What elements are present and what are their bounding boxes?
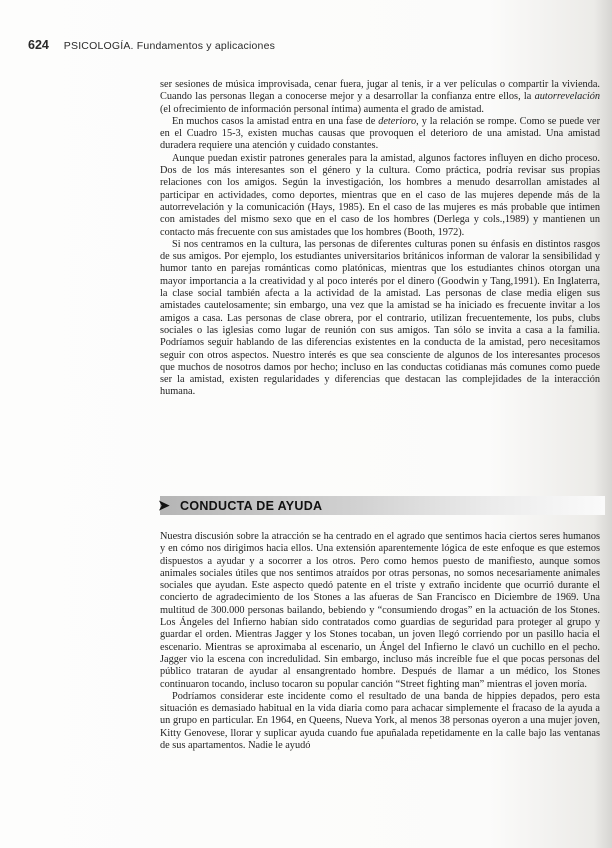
paragraph-helping-intro: Nuestra discusión sobre la atracción se ha centrado en el agrado que sentimos hacia ciertos seres humanos y en cómo nos dirigimos hacia ellos. Una extensión aparentemente lógica de este enfoque es que estemos dispuestos a ayudar y a socorrer a los otros. Pero como hemos puesto de manifiesto, aunque somos animales sociales útiles que nos sentimos atraídos por otras personas, no somos necesariamente animales sociales que ayudan. Este aspecto quedó patente en el triste y extraño incidente que ocurrió durante el concierto de agradecimiento de los Stones a las afueras de San Francisco en Diciembre de 1969. Una multitud de 300.000 personas bailando, bebiendo y “consumiendo drogas” en la actuación de los Stones. Los Ángeles del Infierno habían sido contratados como guardias de seguridad para proteger al grupo y guardar el orden. Mientras Jagger y los Stones tocaban, un joven llegó corriendo por un pasillo hacia el escenario. Mientras se aproximaba al escenario, un Ángel del Infierno le clavó un cuchillo en el pecho. Jagger vio la escena con incredulidad. Sin embargo, incluso más increíble fue el que pocas personas del público trataran de ayudar al ensangrentado hombre. Después de llamar a un médico, los Stones continuaron tocando, incluso tocaron su popular canción “Street fighting man” mientras el joven moría. [160,531,600,690]
paragraph-culture-differences: Si nos centramos en la cultura, las personas de diferentes culturas ponen su énfasis en distintos rasgos de sus amigos. Por ejemplo, los estudiantes universitarios británicos informan de valorar la sensibilidad y humor tanto en parejas románticas como platónicas, mientras que los estudiantes chinos otorgan una mayor importancia a la creatividad y al poco interés por el dinero (Goodwin y Tang,1991). En Inglaterra, la clase social también afecta a la actividad de la amistad. Las personas de clase media eligen sus amistades cautelosamente; sin embargo, una vez que la amistad se ha iniciado es frecuente invitar a los amigos a casa. Las personas de clase obrera, por el contrario, utilizan frecuentemente, los pubs, clubs sociales o las iglesias como lugar de reunión con sus amigos. Tan sólo se invita a casa a la familia. Podríamos seguir hablando de las diferencias existentes en la conducta de la amistad, pero necesitamos seguir con otros aspectos. Nuestro interés es que sea consciente de algunos de los interesantes procesos que muchos de nosotros damos por hecho; incluso en las conductas cotidianas más comunes como puede ser la amistad, existen regularidades y diferencias que destacan las complejidades de la interacción humana. [160,238,600,398]
friendship-text-block [160,79,600,399]
term-deterioro: deterioro [378,115,417,127]
paragraph-friendship-deterioration: En muchos casos la amistad entra en una fase de deterioro, y la relación se rompe. Como se puede ver en el Cuadro 15-3, existen muchas causas que provoquen el deterioro de una amistad. Una amistad duradera requiere una atención y cuidado constantes. [160,115,600,152]
section-arrow-icon: ➤ [158,497,170,513]
running-title: PSICOLOGÍA. Fundamentos y aplicaciones [63,40,276,52]
paragraph-kitty-genovese: Podríamos considerar este incidente como el resultado de una banda de hippies depados, pero esta situación es demasiado habitual en la vida diaria como para achacar simplemente el fracaso de la ayuda a un grupo en particular. En 1964, en Queens, Nueva York, al menos 38 personas oyeron a una mujer joven, Kitty Genovese, llorar y suplicar ayuda cuando fue apuñalada repetidamente en la calle bajo las ventanas de sus apartamentos. Nadie le ayudó [160,690,600,752]
section-heading-conducta-de-ayuda [160,496,605,515]
running-head [28,38,275,52]
page-number: 624 [28,38,49,52]
paragraph-gender-culture: Aunque puedan existir patrones generales para la amistad, algunos factores influyen en dicho proceso. Dos de los más interesantes son el género y la cultura. Como práctica, podría revisar sus propias relaciones con los amigos. Según la investigación, los hombres a menudo desarrollan amistades al participar en actividades, como deportes, mientras que en el caso de las mujeres depende más de la autorrevelación y la comunicación (Hays, 1985). En el caso de las mujeres es más probable que intimen con amistades del mismo sexo que en el caso de los hombres (Derlega y cols.,1989) y mantienen un contacto más frecuente con sus amistades que los hombres (Booth, 1972). [160,152,600,238]
paragraph-friendship-intro: ser sesiones de música improvisada, cenar fuera, jugar al tenis, ir a ver películas o compartir la vivienda. Cuando las personas llegan a conocerse mejor y a desarrollar la confianza entre ellos, la autorrevelación (el ofrecimiento de información personal íntima) aumenta el grado de amistad. [160,79,600,115]
section-heading-label: CONDUCTA DE AYUDA [180,498,323,513]
term-autorrevelacion: autorrevelación [534,91,600,103]
helping-behavior-text-block [160,531,600,752]
